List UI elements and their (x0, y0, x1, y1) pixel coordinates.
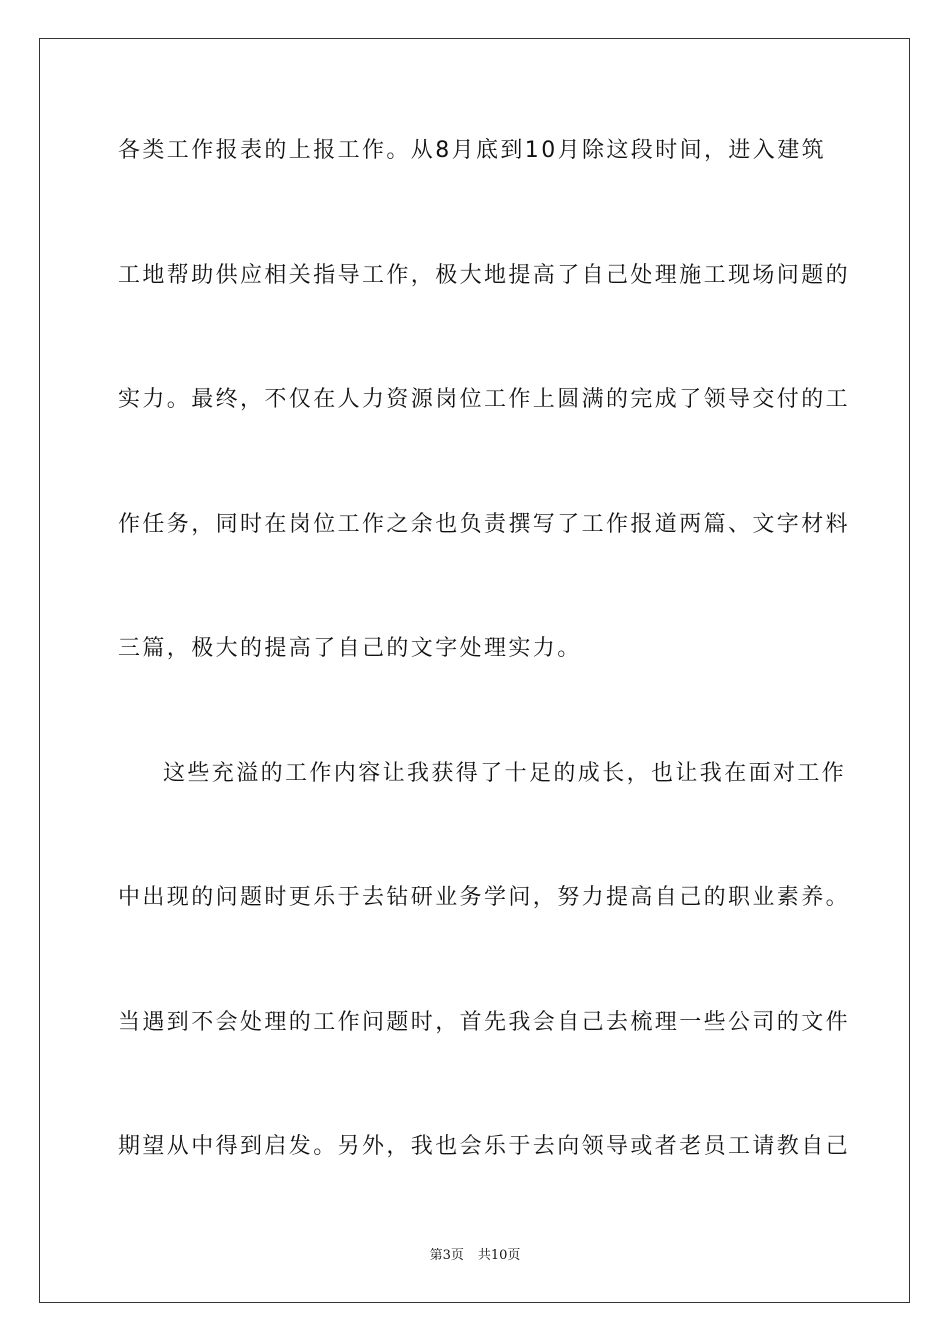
text-line: 作任务，同时在岗位工作之余也负责撰写了工作报道两篇、文字材料 (118, 512, 851, 537)
text-line: 各类工作报表的上报工作。从8月底到10月除这段时间，进入建筑 (118, 138, 826, 163)
text-line: 期望从中得到启发。另外，我也会乐于去向领导或者老员工请教自己 (118, 1134, 851, 1159)
page-border (39, 38, 910, 1303)
text-line: 当遇到不会处理的工作问题时，首先我会自己去梳理一些公司的文件 (118, 1010, 851, 1035)
page-footer (0, 1247, 950, 1265)
text-line-paragraph-start: 这些充溢的工作内容让我获得了十足的成长，也让我在面对工作 (163, 761, 847, 786)
page-total: 共10页 (477, 1248, 521, 1263)
text-line: 三篇，极大的提高了自己的文字处理实力。 (118, 636, 582, 661)
text-line: 实力。最终，不仅在人力资源岗位工作上圆满的完成了领导交付的工 (118, 387, 851, 412)
text-line: 工地帮助供应相关指导工作，极大地提高了自己处理施工现场问题的 (118, 263, 851, 288)
page-number: 第3页 (429, 1248, 464, 1263)
text-line: 中出现的问题时更乐于去钻研业务学问，努力提高自己的职业素养。 (118, 885, 851, 910)
